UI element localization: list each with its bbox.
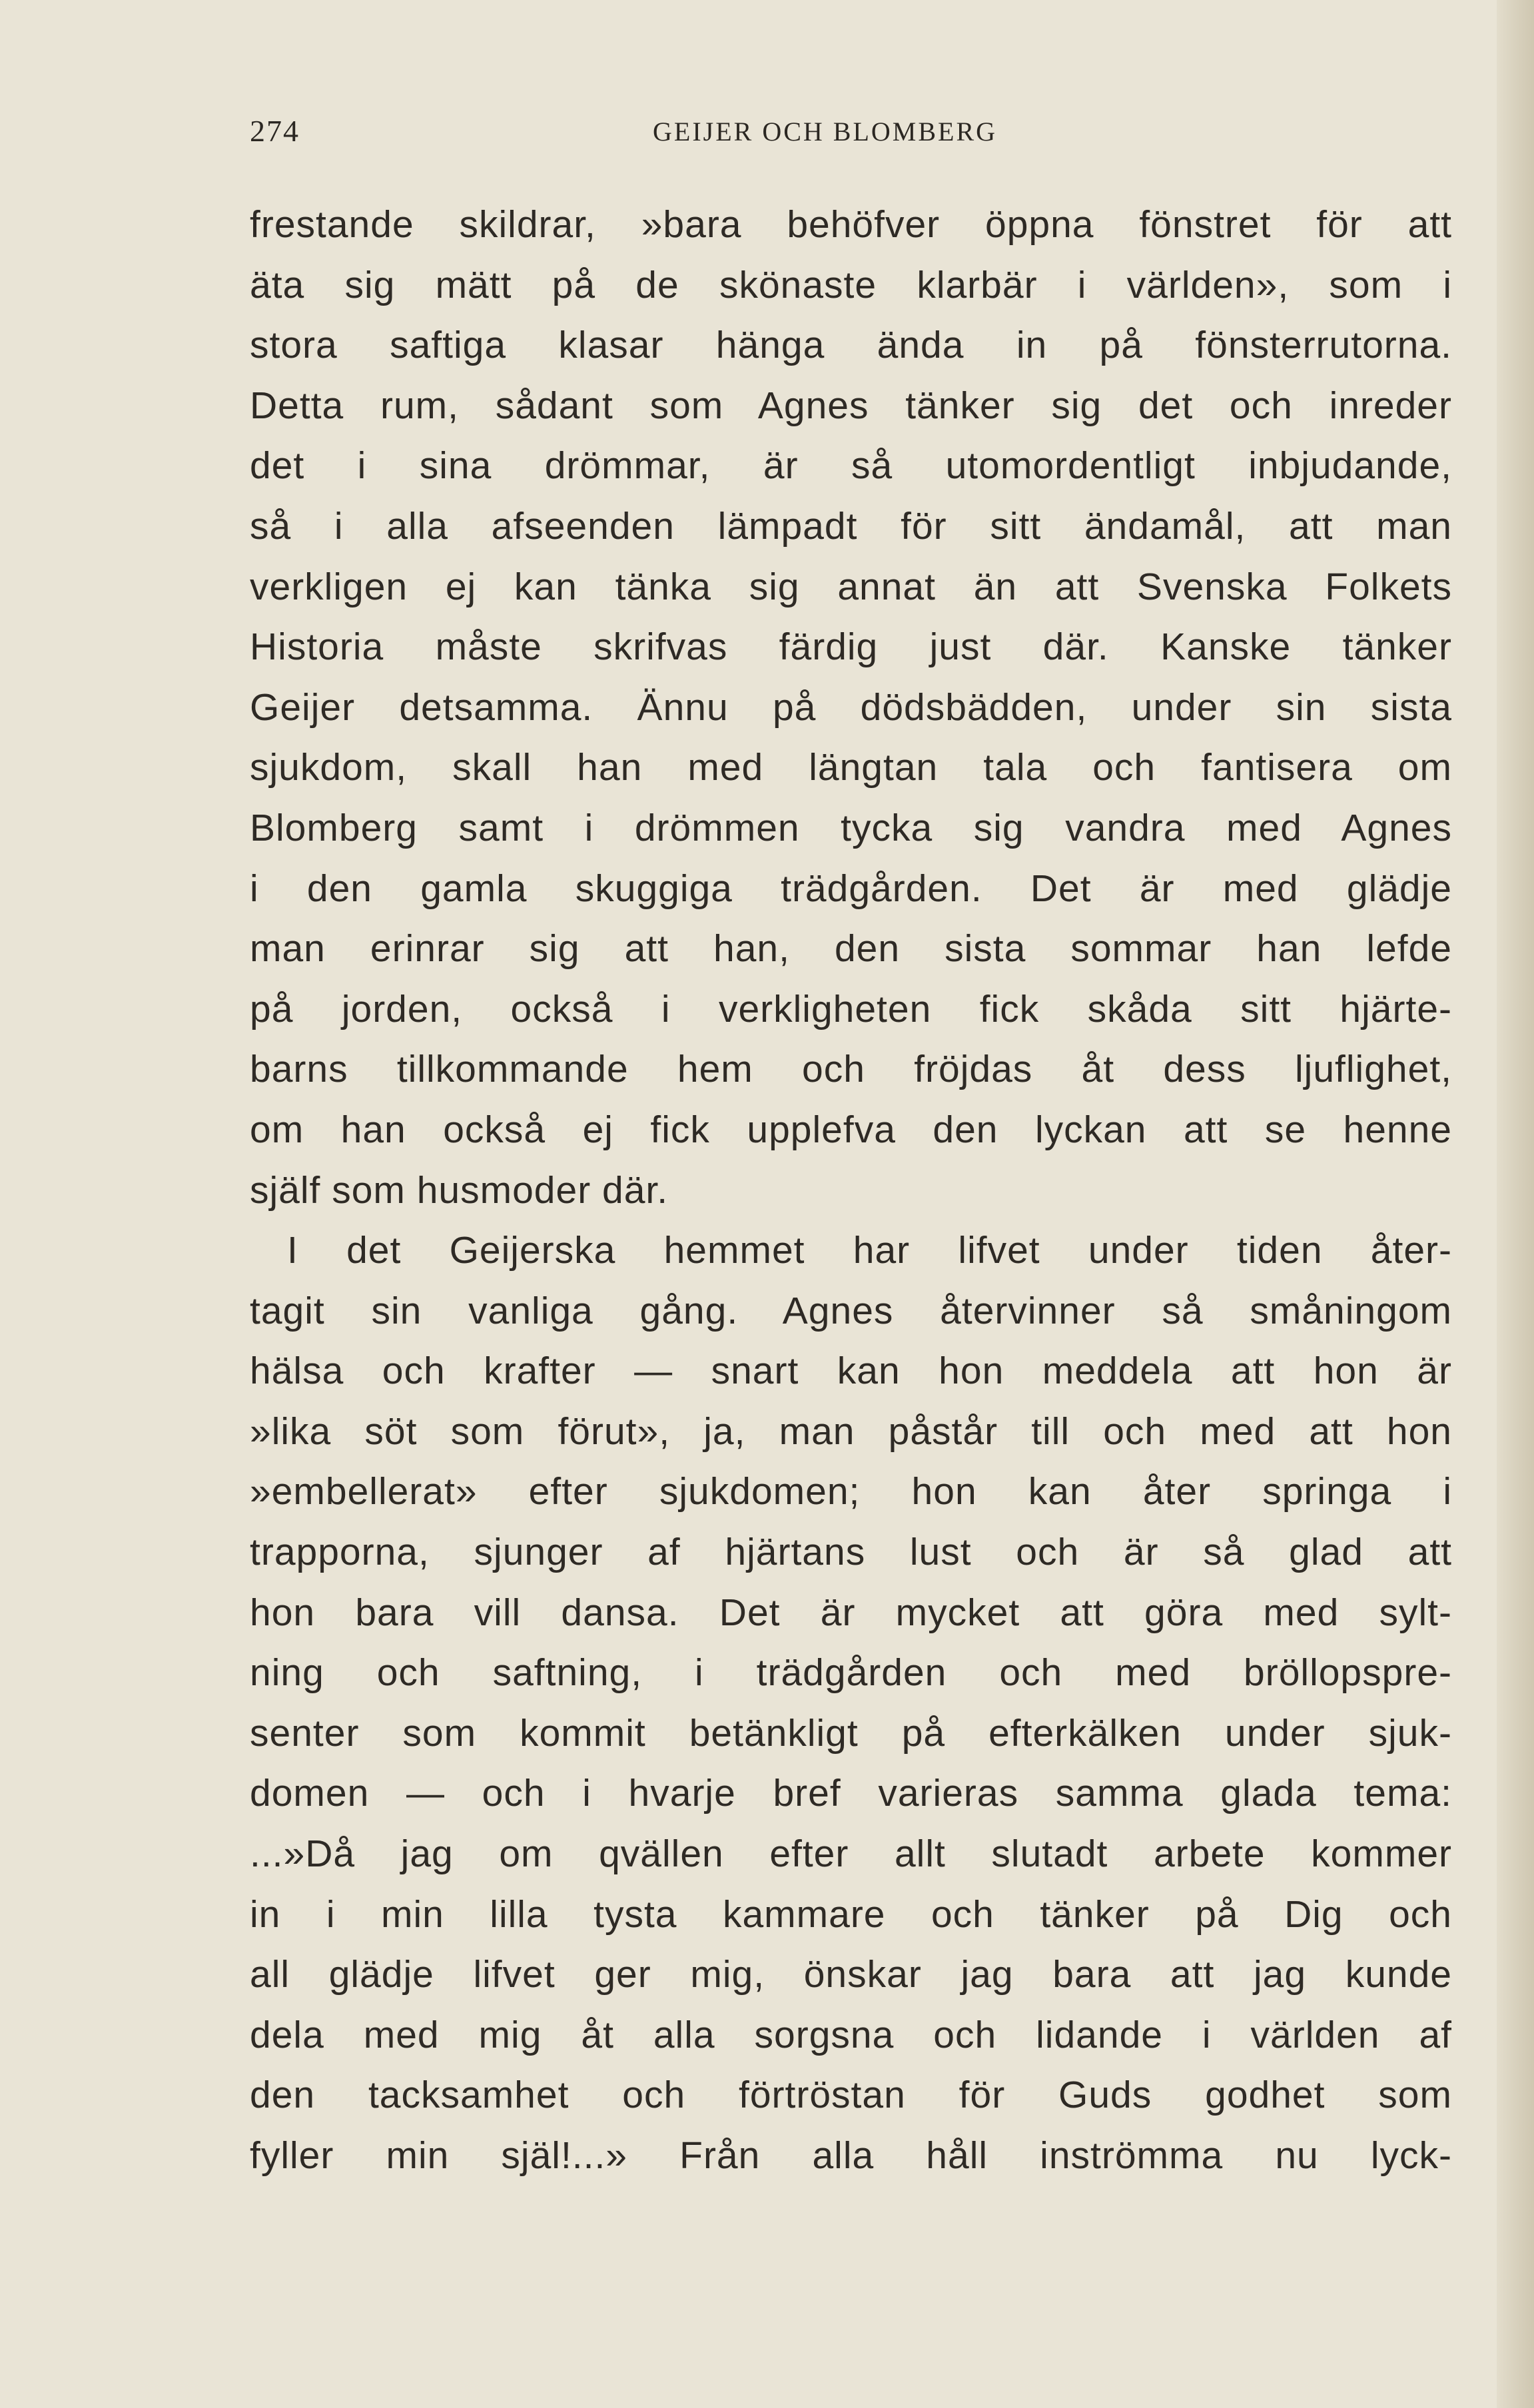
page-header [250, 113, 1452, 160]
text-line: verkligen ej kan tänka sig annat än att Svenska Folkets [250, 565, 1452, 608]
text-line: trapporna, sjunger af hjärtans lust och är så glad att [250, 1531, 1452, 1574]
text-line: dela med mig åt alla sorgsna och lidande i världen af [250, 2013, 1452, 2056]
text-line: stora saftiga klasar hänga ända in på fönsterrutorna. [250, 324, 1452, 367]
text-line: Historia måste skrifvas färdig just där. Kanske tänker [250, 625, 1452, 669]
text-line: hälsa och krafter — snart kan hon meddela att hon är [250, 1350, 1452, 1393]
text-line: hon bara vill dansa. Det är mycket att göra med sylt- [250, 1591, 1452, 1634]
text-line: man erinrar sig att han, den sista sommar han lefde [250, 927, 1452, 971]
text-line: i den gamla skuggiga trädgården. Det är med glädje [250, 867, 1452, 910]
text-line: »embellerat» efter sjukdomen; hon kan åter springa i [250, 1470, 1452, 1513]
text-line: Detta rum, sådant som Agnes tänker sig det och inreder [250, 384, 1452, 427]
text-line: det i sina drömmar, är så utomordentligt inbjudande, [250, 444, 1452, 488]
text-line: äta sig mätt på de skönaste klarbär i världen», som i [250, 263, 1452, 306]
page-number: 274 [250, 114, 300, 148]
text-line: frestande skildrar, »bara behöfver öppna fönstret för att [250, 203, 1452, 246]
text-line: Geijer detsamma. Ännu på dödsbädden, under sin sista [250, 685, 1452, 729]
text-line: Blomberg samt i drömmen tycka sig vandra med Agnes [250, 806, 1452, 849]
running-head: GEIJER OCH BLOMBERG [653, 117, 998, 147]
text-line: fyller min själ!...» Från alla håll inströmma nu lyck- [250, 2134, 1452, 2177]
text-line: ning och saftning, i trädgården och med bröllopspre- [250, 1651, 1452, 1695]
text-line: själf som husmoder där. [250, 1168, 669, 1212]
text-line: senter som kommit betänkligt på efterkälken under sjuk- [250, 1711, 1452, 1755]
text-line: om han också ej fick upplefva den lyckan att se henne [250, 1108, 1452, 1151]
text-line: in i min lilla tysta kammare och tänker på Dig och [250, 1892, 1452, 1936]
body-text [250, 195, 1452, 2186]
text-line: domen — och i hvarje bref varieras samma glada tema: [250, 1772, 1452, 1815]
text-line: sjukdom, skall han med längtan tala och fantisera om [250, 746, 1452, 789]
page-edge-shadow [1497, 0, 1534, 2408]
text-line: tagit sin vanliga gång. Agnes återvinner så småningom [250, 1289, 1452, 1332]
text-line: den tacksamhet och förtröstan för Guds godhet som [250, 2074, 1452, 2117]
text-line: all glädje lifvet ger mig, önskar jag bara att jag kunde [250, 1953, 1452, 1996]
text-line: ...»Då jag om qvällen efter allt slutadt arbete kommer [250, 1832, 1452, 1876]
text-line: I det Geijerska hemmet har lifvet under tiden åter- [287, 1229, 1452, 1272]
text-line: barns tillkommande hem och fröjdas åt dess ljuflighet, [250, 1048, 1452, 1091]
text-line: så i alla afseenden lämpadt för sitt ändamål, att man [250, 504, 1452, 548]
text-line: »lika söt som förut», ja, man påstår till och med att hon [250, 1409, 1452, 1453]
text-line: på jorden, också i verkligheten fick skåda sitt hjärte- [250, 987, 1452, 1030]
